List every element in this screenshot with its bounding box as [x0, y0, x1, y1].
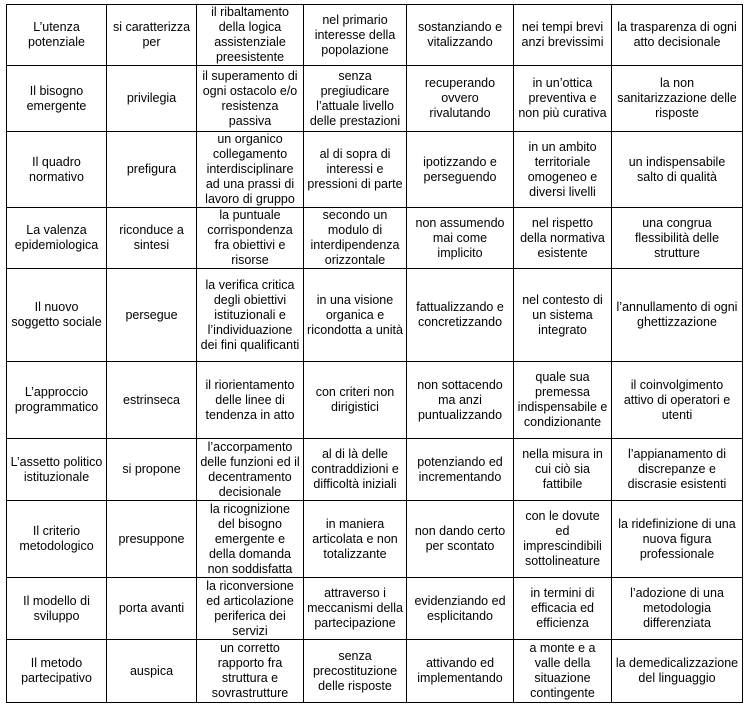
table-cell: Il quadro normativo	[7, 132, 107, 208]
table-row	[7, 439, 743, 501]
table-cell: estrinseca	[107, 362, 197, 439]
table-cell: l’annullamento di ogni ghettizzazione	[612, 269, 743, 362]
table-cell: in un’ottica preventiva e non più curativa	[514, 66, 612, 132]
table-cell: L’assetto politico istituzionale	[7, 439, 107, 501]
table-cell: attivando ed implementando	[407, 640, 514, 703]
table-cell: Il nuovo soggetto sociale	[7, 269, 107, 362]
table-cell: non assumendo mai come implicito	[407, 208, 514, 269]
table-cell: nel rispetto della normativa esistente	[514, 208, 612, 269]
table-row	[7, 501, 743, 578]
table-cell: la ricognizione del bisogno emergente e della domanda non soddisfatta	[197, 501, 304, 578]
table-cell: persegue	[107, 269, 197, 362]
table-cell: riconduce a sintesi	[107, 208, 197, 269]
phrase-generator-table	[6, 4, 743, 703]
table-cell: Il modello di sviluppo	[7, 578, 107, 640]
table-cell: nei tempi brevi anzi brevissimi	[514, 5, 612, 66]
table-cell: la trasparenza di ogni atto decisionale	[612, 5, 743, 66]
table-cell: senza pregiudicare l’attuale livello delle prestazioni	[304, 66, 407, 132]
table-row	[7, 5, 743, 66]
table-row	[7, 269, 743, 362]
table-cell: fattualizzando e concretizzando	[407, 269, 514, 362]
table-cell: la puntuale corrispondenza fra obiettivi e risorse	[197, 208, 304, 269]
table-cell: l’accorpamento delle funzioni ed il decentramento decisionale	[197, 439, 304, 501]
table-cell: non dando certo per scontato	[407, 501, 514, 578]
table-cell: prefigura	[107, 132, 197, 208]
table-cell: in termini di efficacia ed efficienza	[514, 578, 612, 640]
table-cell: un indispensabile salto di qualità	[612, 132, 743, 208]
table-cell: in una visione organica e ricondotta a unità	[304, 269, 407, 362]
table-cell: si propone	[107, 439, 197, 501]
table-cell: a monte e a valle della situazione contingente	[514, 640, 612, 703]
table-cell: la demedicalizzazione del linguaggio	[612, 640, 743, 703]
table-cell: in un ambito territoriale omogeneo e diversi livelli	[514, 132, 612, 208]
table-cell: L’utenza potenziale	[7, 5, 107, 66]
table-cell: attraverso i meccanismi della partecipazione	[304, 578, 407, 640]
table-row	[7, 132, 743, 208]
table-cell: Il bisogno emergente	[7, 66, 107, 132]
table-cell: l’appianamento di discrepanze e discrasie esistenti	[612, 439, 743, 501]
table-row	[7, 578, 743, 640]
table-cell: nel contesto di un sistema integrato	[514, 269, 612, 362]
table-cell: la non sanitarizzazione delle risposte	[612, 66, 743, 132]
table-cell: potenziando ed incrementando	[407, 439, 514, 501]
table-cell: evidenziando ed esplicitando	[407, 578, 514, 640]
table-cell: non sottacendo ma anzi puntualizzando	[407, 362, 514, 439]
table-cell: porta avanti	[107, 578, 197, 640]
table-cell: l’adozione di una metodologia differenziata	[612, 578, 743, 640]
table-cell: La valenza epidemiologica	[7, 208, 107, 269]
table-cell: con le dovute ed imprescindibili sottolineature	[514, 501, 612, 578]
table-row	[7, 362, 743, 439]
table-cell: sostanziando e vitalizzando	[407, 5, 514, 66]
table-row	[7, 640, 743, 703]
table-cell: la riconversione ed articolazione periferica dei servizi	[197, 578, 304, 640]
table-row	[7, 208, 743, 269]
table-cell: al di là delle contraddizioni e difficoltà iniziali	[304, 439, 407, 501]
table-cell: il ribaltamento della logica assistenziale preesistente	[197, 5, 304, 66]
table-cell: secondo un modulo di interdipendenza orizzontale	[304, 208, 407, 269]
table-cell: nel primario interesse della popolazione	[304, 5, 407, 66]
table-cell: Il metodo partecipativo	[7, 640, 107, 703]
table-cell: Il criterio metodologico	[7, 501, 107, 578]
table-cell: la verifica critica degli obiettivi istituzionali e l’individuazione dei fini qualificanti	[197, 269, 304, 362]
table-cell: con criteri non dirigistici	[304, 362, 407, 439]
table-cell: al di sopra di interessi e pressioni di parte	[304, 132, 407, 208]
table-cell: la ridefinizione di una nuova figura professionale	[612, 501, 743, 578]
table-cell: quale sua premessa indispensabile e condizionante	[514, 362, 612, 439]
table-cell: auspica	[107, 640, 197, 703]
table-cell: il coinvolgimento attivo di operatori e utenti	[612, 362, 743, 439]
table-cell: una congrua flessibilità delle strutture	[612, 208, 743, 269]
table-cell: ipotizzando e perseguendo	[407, 132, 514, 208]
table-cell: in maniera articolata e non totalizzante	[304, 501, 407, 578]
table-cell: L’approccio programmatico	[7, 362, 107, 439]
table-cell: si caratterizza per	[107, 5, 197, 66]
table-cell: il superamento di ogni ostacolo e/o resistenza passiva	[197, 66, 304, 132]
table-cell: un organico collegamento interdisciplinare ad una prassi di lavoro di gruppo	[197, 132, 304, 208]
table-cell: privilegia	[107, 66, 197, 132]
table-cell: senza precostituzione delle risposte	[304, 640, 407, 703]
table-cell: recuperando ovvero rivalutando	[407, 66, 514, 132]
table-cell: presuppone	[107, 501, 197, 578]
table-cell: il riorientamento delle linee di tendenza in atto	[197, 362, 304, 439]
table-row	[7, 66, 743, 132]
table-cell: un corretto rapporto fra struttura e sovrastrutture	[197, 640, 304, 703]
table-cell: nella misura in cui ciò sia fattibile	[514, 439, 612, 501]
